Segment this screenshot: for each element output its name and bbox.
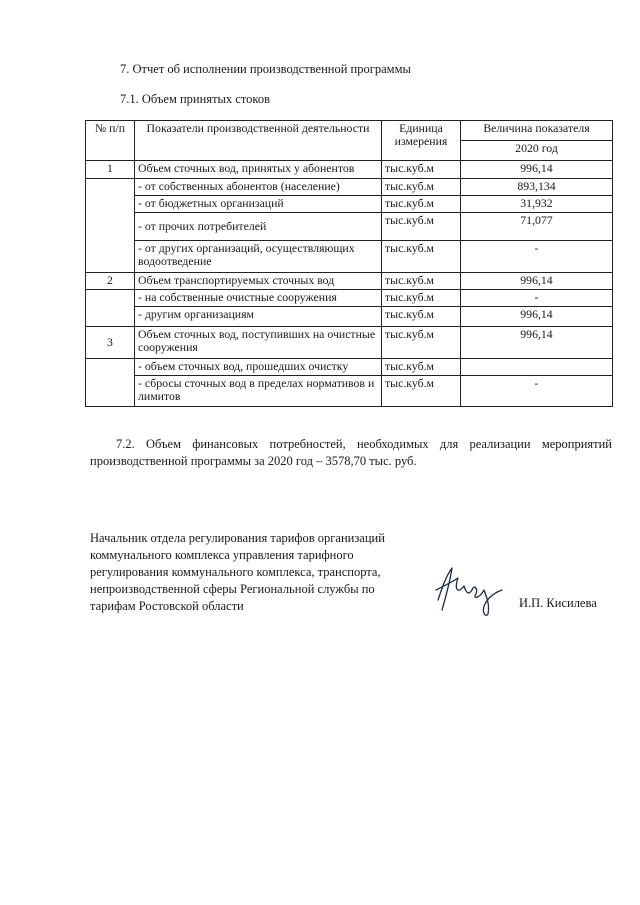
signatory-title-line: регулирования коммунального комплекса, транспорта, xyxy=(90,565,381,579)
table-row xyxy=(86,290,613,307)
header-year: 2020 год xyxy=(461,141,613,161)
row-value: 996,14 xyxy=(461,307,613,327)
row-unit: тыс.куб.м xyxy=(382,241,461,273)
table-row xyxy=(86,273,613,290)
signatory-title-line: непроизводственной сферы Региональной службы по xyxy=(90,582,375,596)
header-unit: Единица измерения xyxy=(382,121,461,161)
signatory-title-line: коммунального комплекса управления тарифного xyxy=(90,548,354,562)
financial-needs-paragraph: 7.2. Объем финансовых потребностей, необходимых для реализации мероприятий производственной программы за 2020 год – 3578,70 тыс. руб. xyxy=(90,437,612,468)
row-unit: тыс.куб.м xyxy=(382,376,461,407)
table-row xyxy=(86,307,613,327)
row-number: 1 xyxy=(86,161,135,179)
header-num: № п/п xyxy=(86,121,135,161)
table-row xyxy=(86,376,613,407)
row-number-empty xyxy=(86,359,135,407)
row-value: 996,14 xyxy=(461,327,613,359)
row-indicator: Объем сточных вод, поступивших на очистные сооружения xyxy=(135,327,382,359)
row-unit: тыс.куб.м xyxy=(382,179,461,196)
row-value: - xyxy=(461,241,613,273)
row-indicator: - от собственных абонентов (население) xyxy=(135,179,382,196)
row-number: 2 xyxy=(86,273,135,290)
signatory-title-line: тарифам Ростовской области xyxy=(90,599,244,613)
stocks-table xyxy=(85,120,613,407)
row-number-empty xyxy=(86,290,135,327)
row-indicator: - от прочих потребителей xyxy=(135,213,382,241)
subsection-heading: 7.1. Объем принятых стоков xyxy=(120,92,270,106)
section-heading: 7. Отчет об исполнении производственной программы xyxy=(120,62,411,76)
row-indicator: - от других организаций, осуществляющих водоотведение xyxy=(135,241,382,273)
row-unit: тыс.куб.м xyxy=(382,273,461,290)
row-unit: тыс.куб.м xyxy=(382,307,461,327)
table-row xyxy=(86,161,613,179)
signatory-title xyxy=(90,530,420,615)
header-indicator: Показатели производственной деятельности xyxy=(135,121,382,161)
row-unit: тыс.куб.м xyxy=(382,290,461,307)
row-unit: тыс.куб.м xyxy=(382,161,461,179)
row-indicator: - объем сточных вод, прошедших очистку xyxy=(135,359,382,376)
row-indicator: - от бюджетных организаций xyxy=(135,196,382,213)
row-number-empty xyxy=(86,179,135,273)
row-unit: тыс.куб.м xyxy=(382,196,461,213)
row-unit: тыс.куб.м xyxy=(382,359,461,376)
signatory-title-line: Начальник отдела регулирования тарифов организаций xyxy=(90,531,385,545)
row-indicator: - на собственные очистные сооружения xyxy=(135,290,382,307)
row-value: - xyxy=(461,290,613,307)
row-value: 71,077 xyxy=(461,213,613,241)
row-value: 893,134 xyxy=(461,179,613,196)
table-row xyxy=(86,179,613,196)
table-row xyxy=(86,241,613,273)
row-unit: тыс.куб.м xyxy=(382,213,461,241)
table-row xyxy=(86,327,613,359)
row-value xyxy=(461,359,613,376)
table-row xyxy=(86,196,613,213)
row-value: 31,932 xyxy=(461,196,613,213)
table-row xyxy=(86,359,613,376)
row-value: 996,14 xyxy=(461,273,613,290)
row-unit: тыс.куб.м xyxy=(382,327,461,359)
row-indicator: Объем транспортируемых сточных вод xyxy=(135,273,382,290)
row-indicator: - сбросы сточных вод в пределах нормативов и лимитов xyxy=(135,376,382,407)
row-number: 3 xyxy=(86,327,135,359)
table-row xyxy=(86,213,613,241)
header-value: Величина показателя xyxy=(461,121,613,141)
row-indicator: Объем сточных вод, принятых у абонентов xyxy=(135,161,382,179)
handwritten-signature xyxy=(428,560,506,620)
row-value: 996,14 xyxy=(461,161,613,179)
signatory-name: И.П. Кисилева xyxy=(519,596,597,610)
row-indicator: - другим организациям xyxy=(135,307,382,327)
row-value: - xyxy=(461,376,613,407)
